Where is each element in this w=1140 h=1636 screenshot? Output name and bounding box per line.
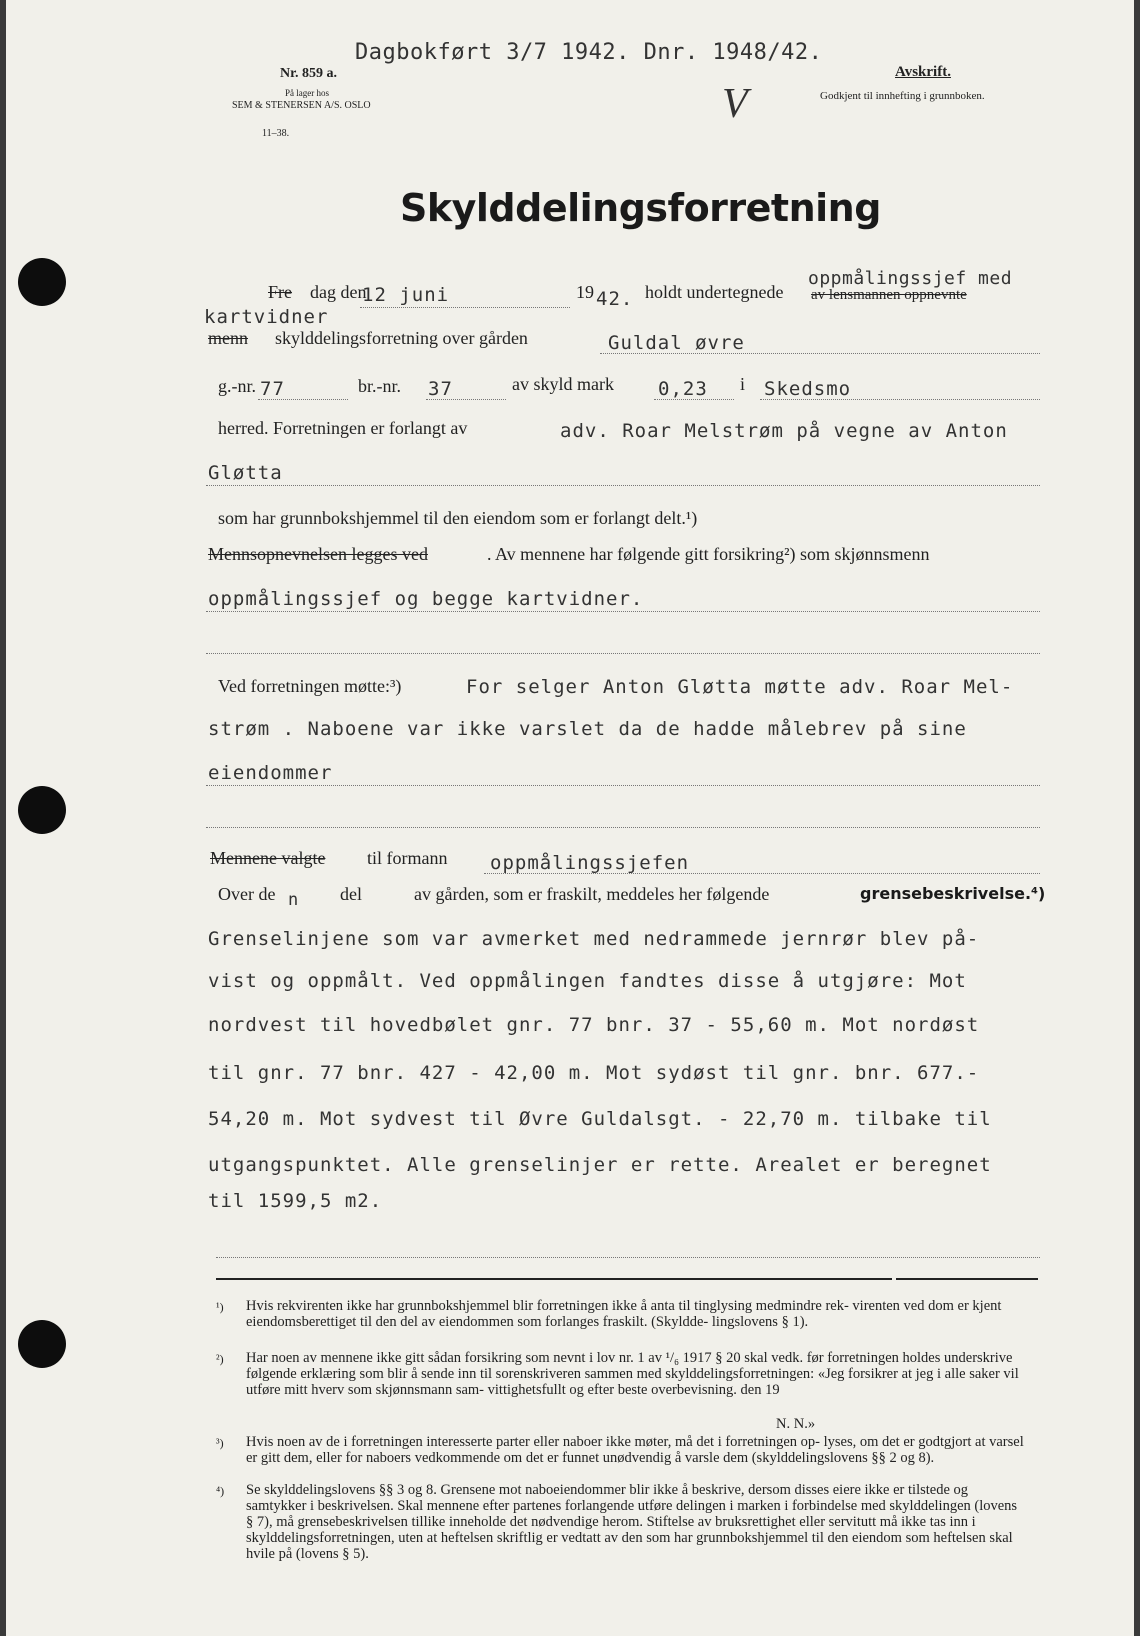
publisher-name: SEM & STENERSEN A/S. OSLO [232, 100, 371, 111]
footnote-text: Hvis rekvirenten ikke har grunnbokshjemmel blir forretningen ikke å anta til tinglysing medmindre rek- virenten ved dom er kjent eiendomsberettiget til den del av eiendommen som forlanges fraskilt. (Skyldde- lingslovens § 1). [246, 1298, 1002, 1330]
holdt-label: holdt undertegnede [645, 282, 784, 302]
farm-name: Guldal øvre [608, 332, 745, 354]
year-typed: 42. [596, 288, 634, 310]
chair-value: oppmålingssjefen [490, 852, 690, 874]
form-number: Nr. 859 a. [280, 66, 338, 81]
footnote-number: ³) [216, 1436, 224, 1450]
over-garden-label: skylddelingsforretning over gården [275, 328, 528, 348]
boundary-line: til gnr. 77 bnr. 427 - 42,00 m. Mot sydøst til gnr. bnr. 677.- [208, 1062, 980, 1084]
boundary-line: 54,20 m. Mot sydvest til Øvre Guldalsgt. - 22,70 m. tilbake til [208, 1108, 992, 1130]
struck-menn: menn [208, 328, 248, 348]
copy-label: Avskrift. [895, 64, 951, 80]
date-value: 12 juni [362, 284, 450, 306]
struck-officer: av lensmannen oppnevnte [811, 287, 967, 303]
nn-signature: N. N.» [776, 1416, 816, 1432]
i-label: i [740, 374, 746, 394]
footnote-divider [896, 1278, 1038, 1280]
gnr-label: g.-nr. [218, 376, 256, 396]
footnote-number: ⁴) [216, 1484, 225, 1498]
registration-stamp: Dagbokført 3/7 1942. Dnr. 1948/42. [355, 40, 823, 65]
footnote-number: ²) [216, 1352, 224, 1366]
attendance-label: Ved forretningen møtte:³) [218, 676, 402, 696]
boundary-line: utgangspunktet. Alle grenselinjer er rette. Arealet er beregnet [208, 1154, 992, 1176]
requester-line2: Gløtta [208, 462, 283, 484]
page-title: Skylddelingsforretning [400, 186, 881, 230]
struck-prefix: Fre [268, 282, 292, 302]
attendance-line: For selger Anton Gløtta møtte adv. Roar Mel- [466, 676, 1014, 698]
boundary-line: Grenselinjene som var avmerket med nedrammede jernrør blev på- [208, 928, 980, 950]
footnote-number: ¹) [216, 1300, 224, 1314]
print-date: 11–38. [262, 128, 290, 139]
skyld-value: 0,23 [658, 378, 708, 400]
chair-label: til formann [367, 848, 448, 868]
gnr-value: 77 [260, 378, 285, 400]
footnote-divider [216, 1278, 892, 1280]
struck-mennene: Mennene valgte [210, 848, 326, 868]
struck-mennsopp: Mennsopnevnelsen legges ved [208, 544, 428, 564]
boundary-line: til 1599,5 m2. [208, 1190, 383, 1212]
over-de-n: n [288, 890, 299, 910]
herred-label: herred. Forretningen er forlangt av [218, 418, 468, 438]
attendance-line: eiendommer [208, 762, 333, 784]
punch-hole [18, 786, 66, 834]
boundary-line: vist og oppmålt. Ved oppmålingen fandtes disse å utgjøre: Mot [208, 970, 967, 992]
approval-note: Godkjent til innhefting i grunnboken. [820, 90, 985, 102]
officer-typed: oppmålingssjef med [808, 268, 1013, 289]
footnote-text: Se skylddelingslovens §§ 3 og 8. Grensene mot naboeiendommer blir ikke å beskrive, dersom disses eiere ikke er tilstede og samtykker i beskrivelsen. Skal mennene efter partenes forlangende utføre delingen i marken i forbindelse med skylddelingen (lovens § 7), må grensebeskrivelsen tillike inneholde det nødvendige herom. Stiftelse av bruksrettighet eller servitutt må ikke tas inn i skylddelingsforretningen, uten at heftelsen skriftlig er vedtatt av den som har grunnbokshjemmel til den eiendom som heftelsen skal hvile på (lovens § 5). [246, 1482, 1018, 1562]
forsikring-text: . Av mennene har følgende gitt forsikring²) som skjønnsmenn [487, 544, 930, 564]
attendance-line: strøm . Naboene var ikke varslet da de hadde målebrev på sine [208, 718, 967, 740]
publisher-line: På lager hos [285, 88, 329, 98]
check-mark: V [722, 81, 748, 127]
del-label: del [340, 884, 362, 904]
boundary-heading: grensebeskrivelse.⁴) [860, 884, 1046, 903]
year-printed: 19 [576, 282, 594, 302]
bnr-label: br.-nr. [358, 376, 401, 396]
footnote-text: Har noen av mennene ikke gitt sådan forsikring som nevnt i lov nr. 1 av ¹/₆ 1917 § 20 skal vedk. før forretningen holdes underskrive følgende erklæring som blir å sende inn til sorenskriveren sammen med skylddelingsforretningen: «Jeg forsikrer at jeg i alle saker vil utføre mitt hverv som skjønnsmann sam- vittighetsfullt og efter beste overbevisning. den 19 [246, 1350, 1019, 1398]
municipality: Skedsmo [764, 378, 852, 400]
bnr-value: 37 [428, 378, 453, 400]
footnote-text: Hvis noen av de i forretningen interesserte parter eller naboer ikke møter, må det i forretningen op- lyses, om det er godtgjort at varsel er gitt dem, eller for naboers vedkommende om det er funnet unødvendig å varsle dem (skylddelingslovens §§ 2 og 8). [246, 1434, 1024, 1466]
forsikring-typed: oppmålingssjef og begge kartvidner. [208, 588, 644, 610]
requester-line1: adv. Roar Melstrøm på vegne av Anton [560, 420, 1008, 442]
witnesses-typed: kartvidner [204, 306, 329, 328]
boundary-intro: av gården, som er fraskilt, meddeles her følgende [414, 884, 770, 904]
over-de-label: Over de [218, 884, 276, 904]
punch-hole [18, 1320, 66, 1368]
boundary-line: nordvest til hovedbølet gnr. 77 bnr. 37 - 55,60 m. Mot nordøst [208, 1014, 980, 1036]
hjemmel-text: som har grunnbokshjemmel til den eiendom som er forlangt delt.¹) [218, 508, 698, 528]
punch-hole [18, 258, 66, 306]
dag-den-label: dag den [310, 282, 367, 302]
skyld-label: av skyld mark [512, 374, 614, 394]
